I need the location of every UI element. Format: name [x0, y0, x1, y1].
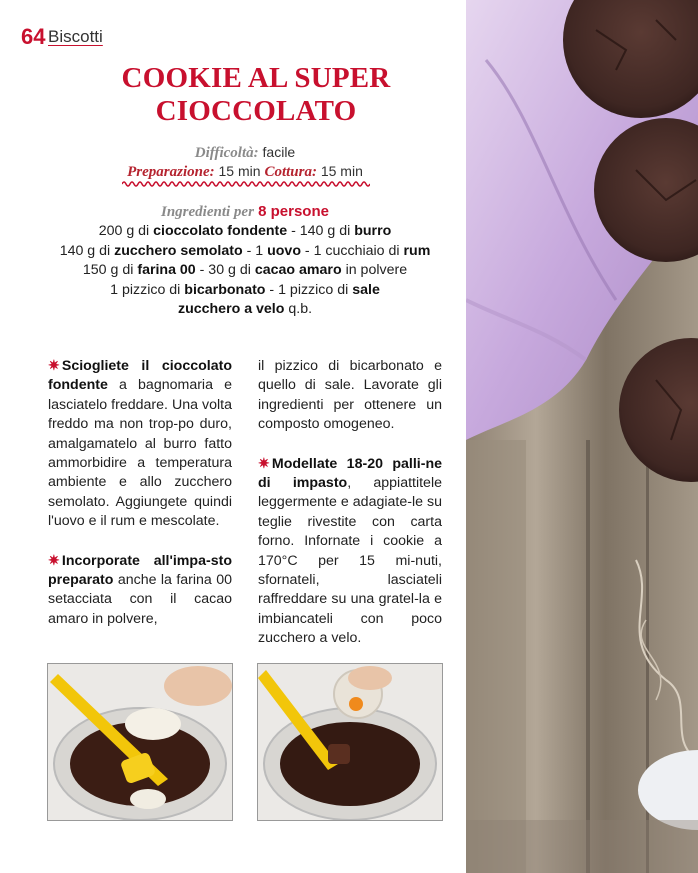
- instruction-paragraph: ✷ Sciogliete il cioccolato fondente a bagnomaria e lasciatelo freddare. Una volta freddo ma non trop-po duro, amalgamatelo al burro fatto ammorbidire a temperatura ambiente e allo zucchero semolato. Aggiungete quindi l'uovo e il rum e mescolate.: [48, 358, 232, 530]
- ingredient-line: 140 g di zucchero semolato - 1 uovo - 1 cucchiaio di rum: [59, 242, 431, 259]
- step-bullet-icon: ✷: [258, 455, 270, 472]
- difficulty-label: Difficoltà:: [194, 145, 259, 161]
- cook-value: 15 min: [320, 163, 363, 179]
- ingredients-heading: [0, 203, 490, 221]
- instruction-paragraph: ✷ Modellate 18-20 palli-ne di impasto, appiattitele leggermente e adagiate-le su teglie rivestite con carta forno. Infornate i cookie a 170°C per 15 mi-nuti, sfornateli, lasciateli raffreddare su una gratel-la e imbiancateli con poco zucchero a velo.: [258, 455, 442, 647]
- step-bullet-icon: ✷: [48, 552, 60, 569]
- instruction-paragraph: il pizzico di bicarbonato e quello di sale. Lavorate gli ingredienti per ottenere un composto omogeneo.: [258, 358, 442, 433]
- ingredient-line: 150 g di farina 00 - 30 g di cacao amaro in polvere: [82, 262, 408, 278]
- difficulty-row: [0, 144, 490, 162]
- ingredients-list: [0, 222, 490, 320]
- ingredient-line: 1 pizzico di bicarbonato - 1 pizzico di sale: [110, 281, 380, 298]
- wavy-divider: [122, 180, 370, 188]
- ingredients-label: Ingredienti per: [161, 204, 254, 220]
- section-title: Biscotti: [48, 27, 103, 46]
- step-photo-1: [47, 663, 233, 821]
- recipe-title: [0, 62, 512, 128]
- instructions-column-1: [48, 357, 232, 649]
- cookies-photo: [466, 0, 698, 873]
- step-bullet-icon: ✷: [48, 358, 60, 374]
- step-photo-2: [257, 663, 443, 821]
- title-line-2: CIOCCOLATO: [155, 95, 357, 127]
- ingredient-line: 200 g di cioccolato fondente - 140 g di burro: [98, 223, 392, 239]
- cook-label: Cottura:: [264, 164, 317, 180]
- instruction-paragraph: ✷ Incorporate all'impa-sto preparato anche la farina 00 setacciata con il cacao amaro in polvere,: [48, 552, 232, 627]
- servings: 8 persone: [258, 203, 329, 220]
- instructions-column-2: [258, 357, 442, 669]
- prep-label: Preparazione:: [127, 164, 215, 180]
- time-row: [0, 163, 490, 181]
- difficulty-value: facile: [262, 144, 296, 160]
- ingredient-line: zucchero a velo q.b.: [177, 301, 313, 317]
- page-number: 64: [21, 24, 46, 49]
- prep-value: 15 min: [218, 163, 261, 179]
- title-line-1: COOKIE AL SUPER: [121, 62, 391, 94]
